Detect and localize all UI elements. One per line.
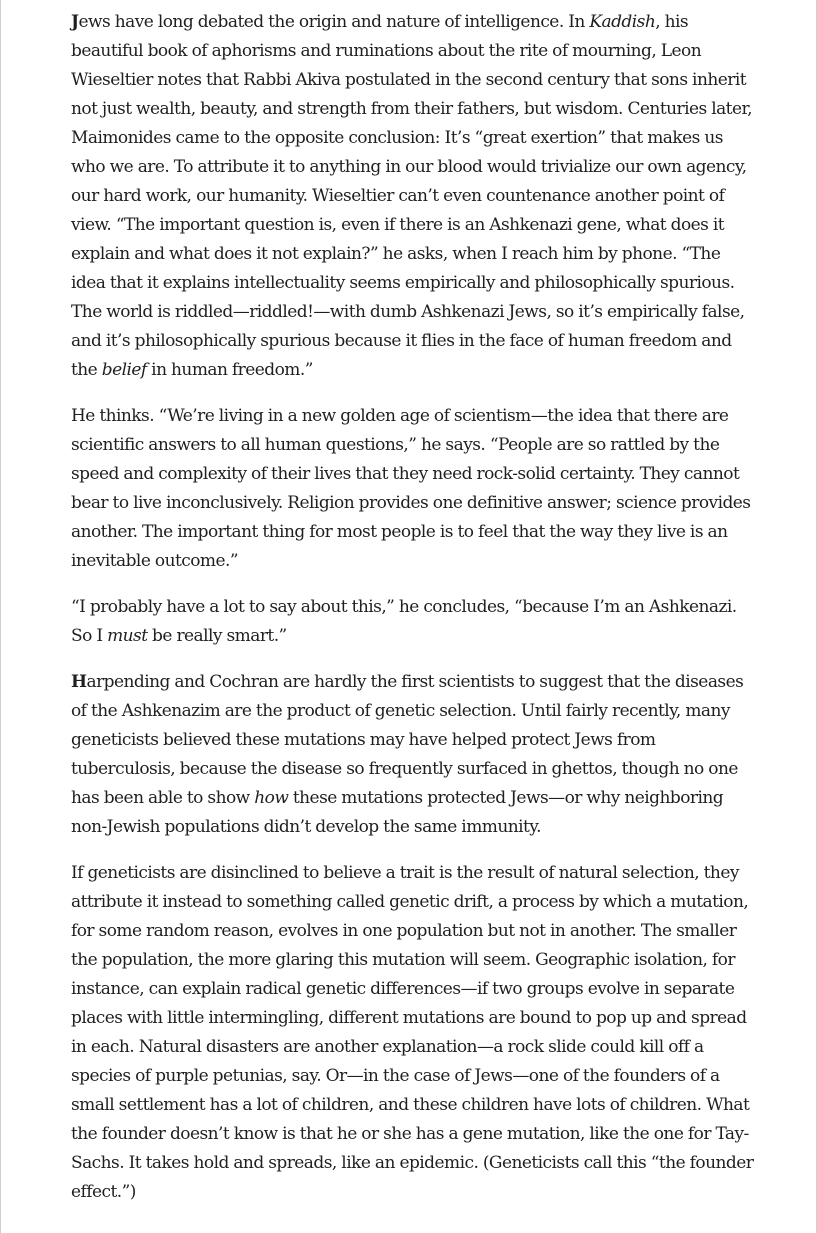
article-paragraph: [71, 859, 756, 1207]
text-segment: in human freedom.”: [146, 360, 313, 380]
text-segment: He thinks. “We’re living in a new golden age of scientism—the idea that there are scientific answers to all human questions,” he says. “People are so rattled by the speed and complexity of their lives that they need rock-solid certainty. They cannot bear to live inconclusively. Religion provides one definitive answer; science provides another. The important thing for most people is to feel that the way they live is an inevitable outcome.”: [71, 406, 751, 571]
text-segment: ews have long debated the origin and nature of intelligence. In: [78, 12, 590, 32]
text-segment: , his beautiful book of aphorisms and ruminations about the rite of mourning, Leon Wieseltier notes that Rabbi Akiva postulated in the second century that sons inherit not just wealth, beauty, and strength from their fathers, but wisdom. Centuries later, Maimonides came to the opposite conclusion: It’s “great exertion” that makes us who we are. To attribute it to anything in our blood would trivialize our own agency, our hard work, our humanity. Wieseltier can’t even countenance another point of view. “The important question is, even if there is an Ashkenazi gene, what does it explain and what does it not explain?” he asks, when I reach him by phone. “The idea that it explains intellectuality seems empirically and philosophically spurious. The world is riddled—riddled!—with dumb Ashkenazi Jews, so it’s empirically false, and it’s philosophically spurious because it flies in the face of human freedom and the: [71, 12, 753, 380]
text-segment: be really smart.”: [147, 626, 287, 646]
article-paragraph: [71, 668, 756, 842]
italic-emphasis: must: [107, 626, 148, 646]
lead-letter: J: [71, 12, 79, 32]
lead-letter: H: [71, 672, 87, 692]
italic-title: Kaddish: [589, 12, 656, 32]
text-segment: “I probably have a lot to say about this,” he concludes, “because I’m an Ashkenazi. So I: [71, 597, 737, 646]
article-body: [1, 0, 816, 1207]
article-paragraph: [71, 402, 756, 576]
article-paragraph: [71, 8, 756, 385]
text-segment: arpending and Cochran are hardly the first scientists to suggest that the diseases of the Ashkenazim are the product of genetic selection. Until fairly recently, many geneticists believed these mutations may have helped protect Jews from tuberculosis, because the disease so frequently surfaced in ghettos, though no one has been able to show: [71, 672, 744, 808]
text-segment: If geneticists are disinclined to believe a trait is the result of natural selection, they attribute it instead to something called genetic drift, a process by which a mutation, for some random reason, evolves in one population but not in another. The smaller the population, the more glaring this mutation will seem. Geographic isolation, for instance, can explain radical genetic differences—if two groups evolve in separate places with little intermingling, different mutations are bound to pop up and spread in each. Natural disasters are another explanation—a rock slide could kill off a species of purple petunias, say. Or—in the case of Jews—one of the founders of a small settlement has a lot of children, and these children have lots of children. What the founder doesn’t know is that he or she has a gene mutation, like the one for Tay-Sachs. It takes hold and spreads, like an epidemic. (Geneticists call this “the founder effect.”): [71, 863, 754, 1202]
italic-emphasis: how: [254, 788, 289, 808]
italic-emphasis: belief: [101, 360, 147, 380]
text-segment: these mutations protected Jews—or why neighboring non-Jewish populations didn’t develop the same immunity.: [71, 788, 724, 837]
article-paragraph: [71, 593, 756, 651]
